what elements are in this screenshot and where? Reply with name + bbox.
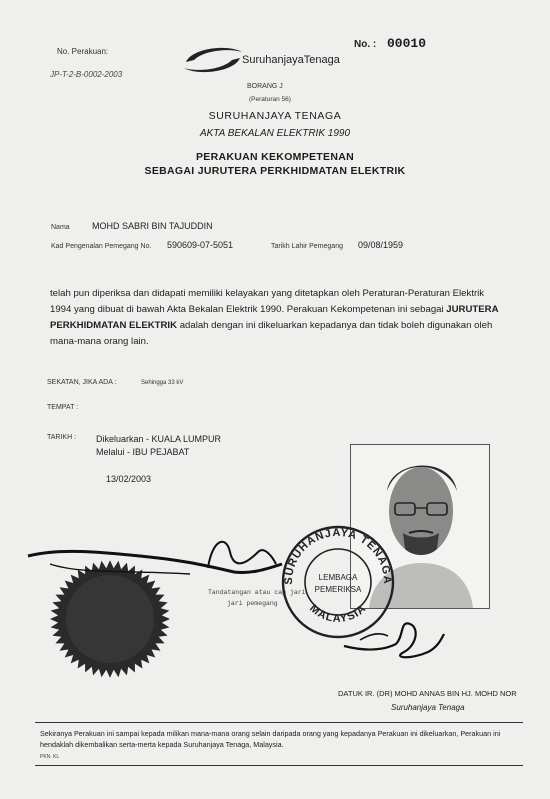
certificate-title-2: SEBAGAI JURUTERA PERKHIDMATAN ELEKTRIK xyxy=(144,165,406,177)
form-code: PKN. KL xyxy=(40,754,60,760)
regulation-label: (Peraturan 56) xyxy=(249,96,291,103)
signatory-name: DATUK IR. (DR) MOHD ANNAS BIN HJ. MOHD NOR xyxy=(338,689,517,698)
form-label: BORANG J xyxy=(247,83,283,90)
dob-label: Tarikh Lahir Pemegang xyxy=(271,243,343,250)
statement-role: JURUTERA PERKHIDMATAN ELEKTRIK xyxy=(50,304,499,331)
logo-text: SuruhanjayaTenaga xyxy=(242,54,340,66)
date-label: TARIKH : xyxy=(47,434,77,441)
restriction-value: Sehingga 33 kV xyxy=(141,380,184,386)
ic-label: Kad Pengenalan Pemegang No. xyxy=(51,243,152,250)
stamp-center-2: PEMERIKSA xyxy=(314,585,362,594)
serial-label: No. : xyxy=(354,39,377,50)
name-label: Nama xyxy=(51,224,70,231)
dob-value: 09/08/1959 xyxy=(358,240,404,250)
holder-signature-caption-1: Tandatangan atau cap jari xyxy=(208,589,306,596)
return-notice: Sekiranya Perakuan ini sampai kepada milikan mana-mana orang selain daripada orang yang kepadanya Perakuan ini dikeluarkan, Perakuan ini hendaklah dikembalikan serta-merta kepada Suruhanjaya Tenaga, Malaysia. xyxy=(40,729,501,749)
signatory-title: Suruhanjaya Tenaga xyxy=(391,703,465,712)
restriction-label: SEKATAN, JIKA ADA : xyxy=(47,379,117,386)
issued-via: Melalui - IBU PEJABAT xyxy=(96,447,190,457)
certification-statement xyxy=(50,286,502,350)
cert-no-label: No. Perakuan: xyxy=(57,47,109,56)
suruhanjaya-logo-icon xyxy=(178,44,248,76)
stamp-ring-top: SURUHANJAYA TENAGA xyxy=(282,526,394,585)
stamp-center-1: LEMBAGA xyxy=(318,573,358,582)
official-signature xyxy=(340,606,450,666)
place-label: TEMPAT : xyxy=(47,404,79,411)
footer-divider xyxy=(35,722,523,723)
serial-number: 00010 xyxy=(387,36,427,51)
agency-title: SURUHANJAYA TENAGA xyxy=(208,110,342,122)
ic-number: 590609-07-5051 xyxy=(167,240,234,250)
issue-date: 13/02/2003 xyxy=(106,474,152,484)
certificate-title-1: PERAKUAN KEKOMPETENAN xyxy=(196,151,354,163)
holder-name: MOHD SABRI BIN TAJUDDIN xyxy=(92,221,213,231)
statement-part-2: adalah dengan ini dikeluarkan kepadanya dan tidak boleh digunakan oleh mana-mana orang lain. xyxy=(50,320,493,347)
act-title: AKTA BEKALAN ELEKTRIK 1990 xyxy=(199,128,351,139)
holder-signature-caption-2: jari pemegang xyxy=(227,600,278,607)
footer-bottom-divider xyxy=(35,765,523,766)
statement-part-1: telah pun diperiksa dan didapati memiliki kelayakan yang ditetapkan oleh Peraturan-Peraturan Elektrik 1994 yang dibuat di bawah Akta Bekalan Elektrik 1990. Perakuan Kekompetenan ini sebagai xyxy=(50,288,485,315)
cert-no-value: JP-T-2-B-0002-2003 xyxy=(50,70,123,79)
issued-location: Dikeluarkan - KUALA LUMPUR xyxy=(96,434,222,444)
stamp-ring-bottom: MALAYSIA xyxy=(307,602,369,625)
